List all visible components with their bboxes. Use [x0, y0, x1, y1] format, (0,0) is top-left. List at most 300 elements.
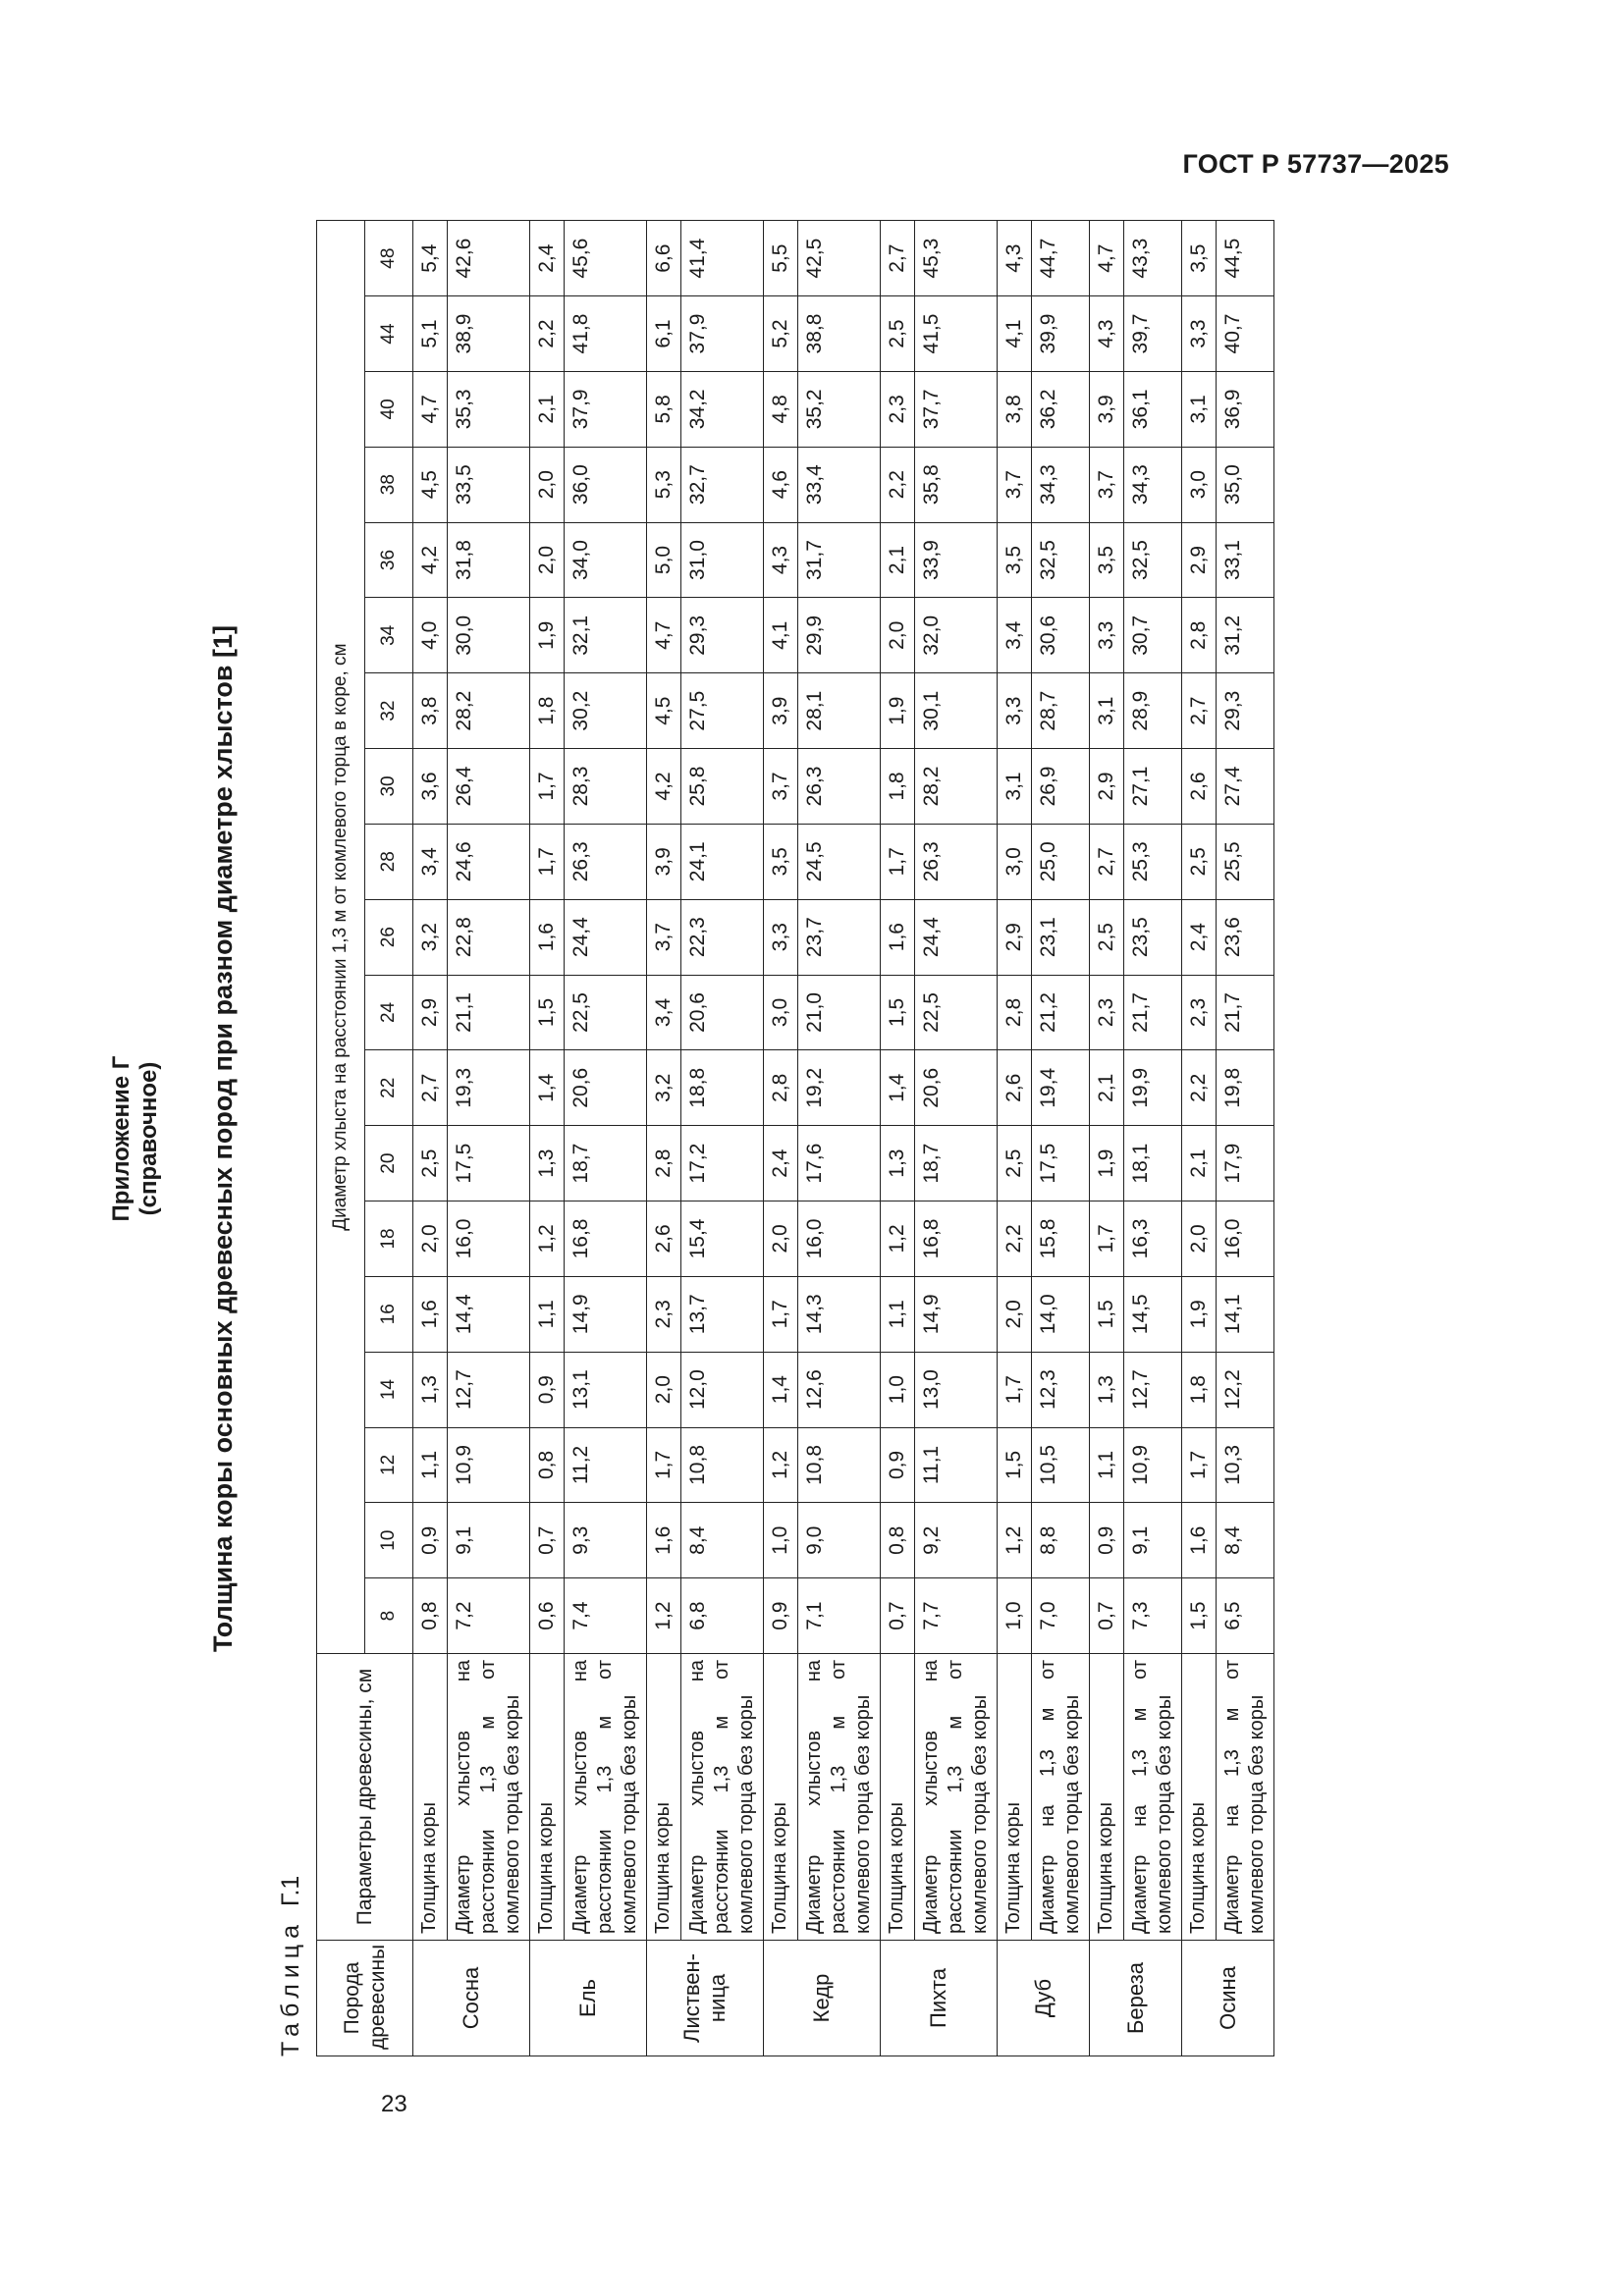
bark-value-cell: 5,1 [413, 296, 448, 372]
header-diameter-cell: 22 [365, 1050, 413, 1126]
diameter-value-cell: 15,8 [1032, 1201, 1090, 1277]
diameter-value-cell: 16,8 [565, 1201, 647, 1277]
diameter-value-cell: 14,9 [915, 1276, 998, 1352]
bark-value-cell: 0,9 [1090, 1503, 1124, 1578]
bark-value-cell: 4,0 [413, 598, 448, 673]
bark-value-cell: 2,0 [413, 1201, 448, 1277]
diameter-value-cell: 7,1 [798, 1578, 881, 1654]
bark-value-cell: 1,2 [881, 1201, 915, 1277]
diameter-value-cell: 34,2 [681, 371, 764, 447]
diameter-value-cell: 38,9 [448, 296, 530, 372]
diameter-value-cell: 23,6 [1217, 899, 1274, 975]
bark-value-cell: 2,9 [413, 975, 448, 1050]
diameter-value-cell: 21,7 [1124, 975, 1182, 1050]
diameter-value-cell: 30,1 [915, 673, 998, 749]
table-row-diameter [1217, 221, 1274, 2056]
bark-value-cell: 1,3 [530, 1126, 565, 1201]
bark-value-cell: 1,7 [530, 749, 565, 825]
bark-value-cell: 3,1 [1090, 673, 1124, 749]
table-row-bark [1182, 221, 1217, 2056]
bark-value-cell: 1,6 [530, 899, 565, 975]
diameter-value-cell: 32,7 [681, 447, 764, 522]
bark-value-cell: 2,2 [998, 1201, 1032, 1277]
header-diameter-cell: 44 [365, 296, 413, 372]
species-cell: Береза [1090, 1941, 1182, 2056]
parameter-bark-cell: Толщина коры [998, 1654, 1032, 1941]
bark-value-cell: 4,6 [764, 447, 798, 522]
bark-value-cell: 2,8 [647, 1126, 681, 1201]
diameter-value-cell: 6,5 [1217, 1578, 1274, 1654]
diameter-value-cell: 18,7 [565, 1126, 647, 1201]
bark-value-cell: 2,9 [1182, 522, 1217, 598]
diameter-value-cell: 28,1 [798, 673, 881, 749]
document-code: ГОСТ Р 57737—2025 [1182, 149, 1449, 179]
diameter-value-cell: 17,9 [1217, 1126, 1274, 1201]
bark-value-cell: 1,7 [881, 824, 915, 899]
bark-value-cell: 1,1 [530, 1276, 565, 1352]
bark-value-cell: 2,5 [998, 1126, 1032, 1201]
header-diameter-cell: 38 [365, 447, 413, 522]
table-label-word: Таблица [277, 1918, 304, 2056]
diameter-value-cell: 22,8 [448, 899, 530, 975]
header-diameter-cell: 26 [365, 899, 413, 975]
diameter-value-cell: 8,4 [681, 1503, 764, 1578]
diameter-value-cell: 14,3 [798, 1276, 881, 1352]
parameter-bark-cell: Толщина коры [764, 1654, 798, 1941]
diameter-value-cell: 11,1 [915, 1427, 998, 1503]
header-diameter-cell: 14 [365, 1352, 413, 1427]
bark-value-cell: 0,7 [530, 1503, 565, 1578]
bark-value-cell: 2,5 [1090, 899, 1124, 975]
diameter-value-cell: 9,0 [798, 1503, 881, 1578]
bark-value-cell: 3,3 [764, 899, 798, 975]
bark-value-cell: 1,8 [1182, 1352, 1217, 1427]
header-diameter-cell: 8 [365, 1578, 413, 1654]
bark-value-cell: 3,3 [1182, 296, 1217, 372]
diameter-value-cell: 13,1 [565, 1352, 647, 1427]
bark-value-cell: 2,0 [1182, 1201, 1217, 1277]
diameter-value-cell: 24,6 [448, 824, 530, 899]
diameter-value-cell: 43,3 [1124, 221, 1182, 296]
bark-value-cell: 3,6 [413, 749, 448, 825]
diameter-value-cell: 9,3 [565, 1503, 647, 1578]
bark-value-cell: 4,5 [647, 673, 681, 749]
diameter-value-cell: 9,2 [915, 1503, 998, 1578]
diameter-value-cell: 25,0 [1032, 824, 1090, 899]
bark-value-cell: 2,7 [413, 1050, 448, 1126]
diameter-value-cell: 24,4 [565, 899, 647, 975]
diameter-value-cell: 6,8 [681, 1578, 764, 1654]
bark-value-cell: 4,5 [413, 447, 448, 522]
bark-value-cell: 3,1 [998, 749, 1032, 825]
diameter-value-cell: 20,6 [565, 1050, 647, 1126]
diameter-value-cell: 18,1 [1124, 1126, 1182, 1201]
bark-value-cell: 2,6 [998, 1050, 1032, 1126]
diameter-value-cell: 28,9 [1124, 673, 1182, 749]
diameter-value-cell: 41,5 [915, 296, 998, 372]
diameter-value-cell: 24,5 [798, 824, 881, 899]
diameter-value-cell: 36,0 [565, 447, 647, 522]
diameter-value-cell: 34,3 [1124, 447, 1182, 522]
diameter-value-cell: 25,8 [681, 749, 764, 825]
diameter-value-cell: 28,2 [448, 673, 530, 749]
table-row-diameter [565, 221, 647, 2056]
diameter-value-cell: 36,9 [1217, 371, 1274, 447]
diameter-value-cell: 19,4 [1032, 1050, 1090, 1126]
diameter-value-cell: 32,1 [565, 598, 647, 673]
parameter-bark-cell: Толщина коры [530, 1654, 565, 1941]
diameter-value-cell: 20,6 [681, 975, 764, 1050]
diameter-value-cell: 32,0 [915, 598, 998, 673]
bark-value-cell: 2,2 [881, 447, 915, 522]
table-row-bark [881, 221, 915, 2056]
diameter-value-cell: 41,8 [565, 296, 647, 372]
diameter-value-cell: 13,7 [681, 1276, 764, 1352]
diameter-value-cell: 27,1 [1124, 749, 1182, 825]
bark-value-cell: 2,8 [998, 975, 1032, 1050]
parameter-diameter-cell: Диаметр хлыстов на расстоянии 1,3 м от комлевого торца без коры [448, 1654, 530, 1941]
bark-value-cell: 4,7 [413, 371, 448, 447]
bark-value-cell: 3,9 [764, 673, 798, 749]
bark-value-cell: 4,3 [1090, 296, 1124, 372]
bark-value-cell: 1,1 [413, 1427, 448, 1503]
bark-value-cell: 5,3 [647, 447, 681, 522]
diameter-value-cell: 29,3 [1217, 673, 1274, 749]
bark-value-cell: 2,3 [1090, 975, 1124, 1050]
species-cell: Листвен-ница [647, 1941, 764, 2056]
diameter-value-cell: 17,2 [681, 1126, 764, 1201]
species-cell: Осина [1182, 1941, 1274, 2056]
diameter-value-cell: 10,8 [798, 1427, 881, 1503]
bark-value-cell: 1,4 [764, 1352, 798, 1427]
bark-value-cell: 0,9 [530, 1352, 565, 1427]
appendix-subtitle: (справочное) [135, 1061, 162, 1216]
bark-value-cell: 1,7 [1090, 1201, 1124, 1277]
diameter-value-cell: 20,6 [915, 1050, 998, 1126]
header-species: Порода древесины [317, 1941, 413, 2056]
table-row-diameter [798, 221, 881, 2056]
diameter-value-cell: 33,1 [1217, 522, 1274, 598]
bark-value-cell: 1,7 [647, 1427, 681, 1503]
bark-value-cell: 3,8 [998, 371, 1032, 447]
table-row-bark [413, 221, 448, 2056]
diameter-value-cell: 21,0 [798, 975, 881, 1050]
bark-value-cell: 4,2 [413, 522, 448, 598]
diameter-value-cell: 34,0 [565, 522, 647, 598]
header-diameter-cell: 12 [365, 1427, 413, 1503]
bark-value-cell: 2,3 [647, 1276, 681, 1352]
header-diameter-cell: 10 [365, 1503, 413, 1578]
diameter-value-cell: 10,9 [1124, 1427, 1182, 1503]
page-number: 23 [381, 2091, 407, 2117]
diameter-value-cell: 31,7 [798, 522, 881, 598]
bark-value-cell: 1,5 [1182, 1578, 1217, 1654]
bark-value-cell: 1,9 [881, 673, 915, 749]
bark-value-cell: 3,0 [1182, 447, 1217, 522]
bark-value-cell: 0,8 [413, 1578, 448, 1654]
diameter-value-cell: 32,5 [1032, 522, 1090, 598]
diameter-value-cell: 19,2 [798, 1050, 881, 1126]
parameter-bark-cell: Толщина коры [413, 1654, 448, 1941]
main-title: Толщина коры основных древесных пород при разном диаметре хлыстов [1] [208, 624, 238, 1653]
bark-value-cell: 2,1 [1182, 1126, 1217, 1201]
bark-value-cell: 2,3 [881, 371, 915, 447]
bark-value-cell: 5,5 [764, 221, 798, 296]
bark-value-cell: 2,4 [1182, 899, 1217, 975]
diameter-value-cell: 26,9 [1032, 749, 1090, 825]
species-cell: Ель [530, 1941, 647, 2056]
diameter-value-cell: 16,0 [448, 1201, 530, 1277]
diameter-value-cell: 28,7 [1032, 673, 1090, 749]
diameter-value-cell: 44,5 [1217, 221, 1274, 296]
diameter-value-cell: 37,7 [915, 371, 998, 447]
diameter-value-cell: 44,7 [1032, 221, 1090, 296]
bark-value-cell: 2,2 [1182, 1050, 1217, 1126]
bark-value-cell: 4,3 [998, 221, 1032, 296]
diameter-value-cell: 30,0 [448, 598, 530, 673]
diameter-value-cell: 30,2 [565, 673, 647, 749]
diameter-value-cell: 42,6 [448, 221, 530, 296]
bark-value-cell: 1,7 [764, 1276, 798, 1352]
diameter-value-cell: 19,3 [448, 1050, 530, 1126]
bark-value-cell: 3,9 [647, 824, 681, 899]
parameter-diameter-cell: Диаметр на 1,3 м от комлевого торца без коры [1217, 1654, 1274, 1941]
bark-value-cell: 2,1 [530, 371, 565, 447]
header-parameter: Параметры древесины, см [317, 1654, 413, 1941]
parameter-diameter-cell: Диаметр хлыстов на расстоянии 1,3 м от комлевого торца без коры [681, 1654, 764, 1941]
diameter-value-cell: 28,3 [565, 749, 647, 825]
table-row-diameter [1124, 221, 1182, 2056]
bark-value-cell: 4,3 [764, 522, 798, 598]
bark-value-cell: 3,3 [998, 673, 1032, 749]
diameter-value-cell: 38,8 [798, 296, 881, 372]
bark-value-cell: 1,0 [998, 1578, 1032, 1654]
species-cell: Кедр [764, 1941, 881, 2056]
parameter-bark-cell: Толщина коры [1182, 1654, 1217, 1941]
diameter-value-cell: 12,7 [448, 1352, 530, 1427]
diameter-value-cell: 7,7 [915, 1578, 998, 1654]
bark-value-cell: 3,5 [1182, 221, 1217, 296]
bark-value-cell: 0,9 [881, 1427, 915, 1503]
diameter-value-cell: 7,0 [1032, 1578, 1090, 1654]
diameter-value-cell: 26,3 [915, 824, 998, 899]
diameter-value-cell: 35,3 [448, 371, 530, 447]
bark-value-cell: 5,4 [413, 221, 448, 296]
bark-value-cell: 1,7 [530, 824, 565, 899]
bark-value-cell: 3,7 [647, 899, 681, 975]
bark-value-cell: 2,1 [881, 522, 915, 598]
bark-value-cell: 2,0 [881, 598, 915, 673]
bark-value-cell: 2,0 [764, 1201, 798, 1277]
bark-value-cell: 2,6 [1182, 749, 1217, 825]
diameter-value-cell: 23,7 [798, 899, 881, 975]
diameter-value-cell: 25,5 [1217, 824, 1274, 899]
table-row-diameter [915, 221, 998, 2056]
diameter-value-cell: 7,2 [448, 1578, 530, 1654]
diameter-value-cell: 14,0 [1032, 1276, 1090, 1352]
header-diameter-cell: 30 [365, 749, 413, 825]
diameter-value-cell: 14,1 [1217, 1276, 1274, 1352]
bark-value-cell: 1,5 [881, 975, 915, 1050]
header-diameter-cell: 36 [365, 522, 413, 598]
bark-value-cell: 1,0 [764, 1503, 798, 1578]
bark-value-cell: 3,3 [1090, 598, 1124, 673]
bark-value-cell: 1,2 [998, 1503, 1032, 1578]
bark-value-cell: 3,7 [998, 447, 1032, 522]
header-diameter-cell: 48 [365, 221, 413, 296]
bark-value-cell: 4,8 [764, 371, 798, 447]
diameter-value-cell: 18,7 [915, 1126, 998, 1201]
bark-value-cell: 0,8 [530, 1427, 565, 1503]
diameter-value-cell: 37,9 [681, 296, 764, 372]
diameter-value-cell: 17,5 [448, 1126, 530, 1201]
bark-value-cell: 2,0 [530, 522, 565, 598]
diameter-value-cell: 8,8 [1032, 1503, 1090, 1578]
bark-value-cell: 1,2 [764, 1427, 798, 1503]
bark-value-cell: 3,2 [647, 1050, 681, 1126]
table-row-diameter [681, 221, 764, 2056]
diameter-value-cell: 19,8 [1217, 1050, 1274, 1126]
diameter-value-cell: 15,4 [681, 1201, 764, 1277]
bark-value-cell: 1,5 [1090, 1276, 1124, 1352]
header-diameter-cell: 18 [365, 1201, 413, 1277]
bark-value-cell: 2,1 [1090, 1050, 1124, 1126]
species-cell: Сосна [413, 1941, 530, 2056]
bark-value-cell: 1,6 [413, 1276, 448, 1352]
diameter-value-cell: 12,6 [798, 1352, 881, 1427]
diameter-value-cell: 18,8 [681, 1050, 764, 1126]
table-label [277, 1876, 305, 2056]
diameter-value-cell: 39,9 [1032, 296, 1090, 372]
bark-value-cell: 2,4 [530, 221, 565, 296]
table-row-bark [998, 221, 1032, 2056]
header-diameter-cell: 16 [365, 1276, 413, 1352]
table-label-number: Г.1 [277, 1875, 304, 1907]
diameter-value-cell: 7,3 [1124, 1578, 1182, 1654]
bark-thickness-table [316, 220, 1274, 2056]
bark-value-cell: 1,2 [530, 1201, 565, 1277]
diameter-value-cell: 16,0 [1217, 1201, 1274, 1277]
bark-value-cell: 1,3 [881, 1126, 915, 1201]
table-row-bark [1090, 221, 1124, 2056]
header-diameter-cell: 34 [365, 598, 413, 673]
bark-value-cell: 2,0 [647, 1352, 681, 1427]
parameter-diameter-cell: Диаметр хлыстов на расстоянии 1,3 м от комлевого торца без коры [915, 1654, 998, 1941]
bark-value-cell: 2,5 [881, 296, 915, 372]
bark-value-cell: 2,3 [1182, 975, 1217, 1050]
diameter-value-cell: 37,9 [565, 371, 647, 447]
bark-value-cell: 2,6 [647, 1201, 681, 1277]
parameter-diameter-cell: Диаметр хлыстов на расстоянии 1,3 м от комлевого торца без коры [798, 1654, 881, 1941]
table-row-diameter [1032, 221, 1090, 2056]
bark-value-cell: 1,7 [1182, 1427, 1217, 1503]
bark-value-cell: 4,1 [998, 296, 1032, 372]
parameter-bark-cell: Толщина коры [881, 1654, 915, 1941]
bark-value-cell: 2,2 [530, 296, 565, 372]
bark-value-cell: 1,5 [998, 1427, 1032, 1503]
diameter-value-cell: 27,4 [1217, 749, 1274, 825]
diameter-value-cell: 36,2 [1032, 371, 1090, 447]
bark-value-cell: 3,7 [1090, 447, 1124, 522]
diameter-value-cell: 17,5 [1032, 1126, 1090, 1201]
bark-value-cell: 1,1 [881, 1276, 915, 1352]
diameter-value-cell: 31,2 [1217, 598, 1274, 673]
diameter-value-cell: 16,8 [915, 1201, 998, 1277]
bark-value-cell: 2,7 [1090, 824, 1124, 899]
diameter-value-cell: 8,4 [1217, 1503, 1274, 1578]
bark-value-cell: 3,5 [1090, 522, 1124, 598]
parameter-bark-cell: Толщина коры [1090, 1654, 1124, 1941]
diameter-value-cell: 27,5 [681, 673, 764, 749]
bark-value-cell: 3,8 [413, 673, 448, 749]
table-row-diameter [448, 221, 530, 2056]
bark-value-cell: 1,5 [530, 975, 565, 1050]
diameter-value-cell: 21,7 [1217, 975, 1274, 1050]
diameter-value-cell: 16,3 [1124, 1201, 1182, 1277]
diameter-value-cell: 10,3 [1217, 1427, 1274, 1503]
bark-value-cell: 2,0 [998, 1276, 1032, 1352]
diameter-value-cell: 31,8 [448, 522, 530, 598]
bark-value-cell: 2,7 [1182, 673, 1217, 749]
bark-value-cell: 1,1 [1090, 1427, 1124, 1503]
appendix-title: Приложение Г [108, 1055, 135, 1222]
header-diameter-cell: 40 [365, 371, 413, 447]
bark-value-cell: 6,6 [647, 221, 681, 296]
bark-value-cell: 2,8 [764, 1050, 798, 1126]
diameter-value-cell: 17,6 [798, 1126, 881, 1201]
bark-value-cell: 3,4 [647, 975, 681, 1050]
parameter-diameter-cell: Диаметр на 1,3 м от комлевого торца без коры [1124, 1654, 1182, 1941]
bark-value-cell: 2,7 [881, 221, 915, 296]
diameter-value-cell: 24,4 [915, 899, 998, 975]
diameter-value-cell: 30,7 [1124, 598, 1182, 673]
bark-value-cell: 1,6 [881, 899, 915, 975]
bark-value-cell: 5,8 [647, 371, 681, 447]
bark-value-cell: 2,9 [998, 899, 1032, 975]
diameter-value-cell: 21,2 [1032, 975, 1090, 1050]
rotated-content [108, 221, 1473, 2056]
diameter-value-cell: 35,8 [915, 447, 998, 522]
bark-value-cell: 0,8 [881, 1503, 915, 1578]
diameter-value-cell: 39,7 [1124, 296, 1182, 372]
diameter-value-cell: 33,9 [915, 522, 998, 598]
bark-value-cell: 2,4 [764, 1126, 798, 1201]
bark-value-cell: 3,5 [998, 522, 1032, 598]
bark-value-cell: 3,5 [764, 824, 798, 899]
diameter-value-cell: 35,2 [798, 371, 881, 447]
diameter-value-cell: 33,4 [798, 447, 881, 522]
bark-value-cell: 0,9 [764, 1578, 798, 1654]
bark-value-cell: 5,0 [647, 522, 681, 598]
bark-value-cell: 3,7 [764, 749, 798, 825]
bark-value-cell: 1,0 [881, 1352, 915, 1427]
bark-value-cell: 0,6 [530, 1578, 565, 1654]
table-row-bark [530, 221, 565, 2056]
diameter-value-cell: 11,2 [565, 1427, 647, 1503]
diameter-value-cell: 9,1 [448, 1503, 530, 1578]
diameter-value-cell: 14,9 [565, 1276, 647, 1352]
table-row-bark [764, 221, 798, 2056]
bark-value-cell: 2,5 [1182, 824, 1217, 899]
diameter-value-cell: 36,1 [1124, 371, 1182, 447]
bark-value-cell: 1,3 [413, 1352, 448, 1427]
header-diameter-group: Диаметр хлыста на расстоянии 1,3 м от комлевого торца в коре, см [317, 221, 365, 1654]
bark-value-cell: 1,9 [530, 598, 565, 673]
species-cell: Пихта [881, 1941, 998, 2056]
diameter-value-cell: 29,9 [798, 598, 881, 673]
header-diameter-cell: 24 [365, 975, 413, 1050]
bark-value-cell: 1,4 [881, 1050, 915, 1126]
